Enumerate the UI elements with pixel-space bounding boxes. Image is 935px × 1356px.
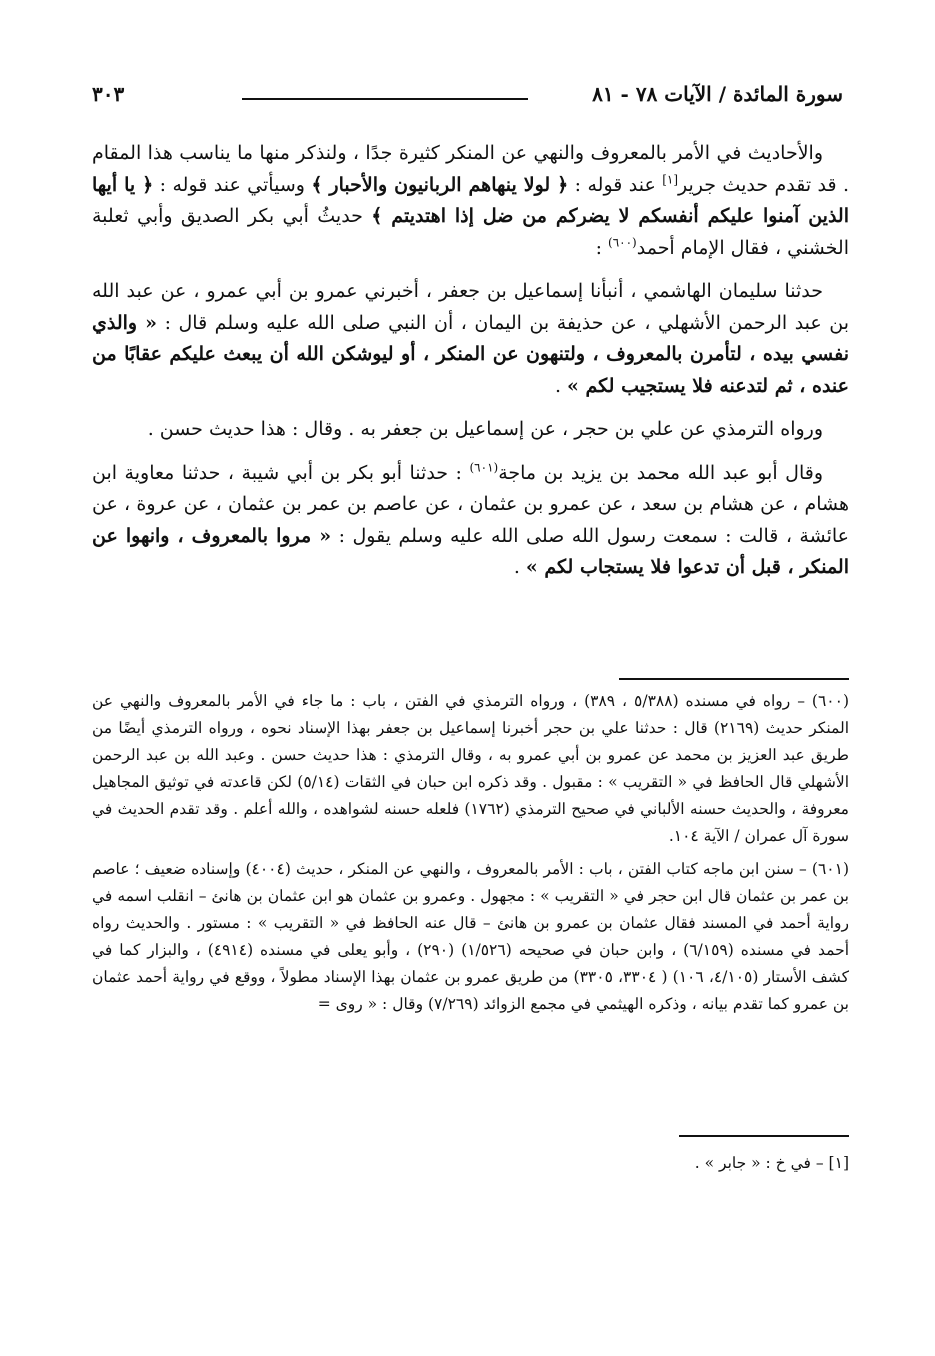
editor-note-rule: [679, 1135, 849, 1137]
editor-note-text: في خ : « جابر » .: [694, 1154, 816, 1172]
editor-note-number: [١] –: [815, 1154, 849, 1172]
hadith-quote: « مروا بالمعروف ، وانهوا عن المنكر ، قبل أن تدعوا فلا يستجاب لكم »: [92, 524, 849, 578]
editor-note-1: [92, 1150, 849, 1177]
editor-notes: [92, 1150, 849, 1177]
footnote-ref: (٦٠٠): [608, 235, 637, 250]
text-run: وقال أبو عبد الله محمد بن يزيد بن ماجة: [498, 461, 823, 484]
text-run: عند قوله :: [568, 173, 663, 196]
quran-quote: ﴿ لولا ينهاهم الربانيون والأحبار ﴾: [311, 173, 569, 196]
footnote-ref: (٦٠١): [469, 460, 499, 475]
text-run: .: [554, 374, 568, 397]
hadith-quote: « والذي نفسي بيده ، لتأمرن بالمعروف ، ولتنهون عن المنكر ، أو ليوشكن الله أن يبعث عليكم عقابًا من عنده ، ثم لتدعنه فلا يستجيب لكم »: [92, 311, 849, 397]
page-number: ٣٠٣: [92, 82, 125, 106]
footnote-number: (٦٠٠) –: [797, 692, 850, 710]
text-run: .: [513, 556, 526, 578]
paragraph-4: [92, 458, 849, 584]
footnote-number: (٦٠١) –: [799, 860, 849, 878]
footnote-rule: [619, 678, 849, 680]
paragraph-2: [92, 276, 849, 402]
text-run: :: [595, 236, 609, 259]
footnote-text: سنن ابن ماجه كتاب الفتن ، باب : الأمر بالمعروف ، والنهي عن المنكر ، حديث (٤٠٠٤) وإسناده ضعيف ؛ عاصم بن عمر بن عثمان قال ابن حجر في « التقريب » : مجهول . وعمرو بن عثمان هو ابن عثمان بن هانئ – انقلب اسمه في رواية أحمد في المسند فقال عثمان بن عمرو بن هانئ – قال عنه الحافظ في « التقريب » : مستور . والحديث رواه أحمد في مسنده (٦/١٥٩) ، وابن حبان في صحيحه (١/٥٢٦) (٢٩٠) ، وأبو يعلى في مسنده (٤٩١٤) ، والبزار كما في كشف الأستار (٤/١٠٥، ١٠٦) ( ٣٣٠٤، ٣٣٠٥) من طريق عمرو بن عثمان بهذا الإسناد مطولاً ، ووقع في رواية أحمد عثمان بن عمرو كما تقدم بيانه ، وذكره الهيثمي في مجمع الزوائد (٧/٢٦٩) وقال : « روى =: [92, 860, 849, 1013]
running-title: سورة المائدة / الآيات ٧٨ - ٨١: [592, 82, 843, 106]
main-text: [92, 138, 849, 584]
footnote-601: [92, 856, 849, 1018]
text-run: : حدثنا أبو بكر بن أبي شيبة ، حدثنا معاوية ابن هشام ، عن هشام بن سعد ، عن عمرو بن عثمان ، عن عاصم بن عمر بن عثمان ، عن عروة ، عن عائشة ، قالت : سمعت رسول الله صلى الله عليه وسلم يقول :: [92, 461, 849, 547]
editor-ref: [١]: [662, 172, 679, 187]
paragraph-1: [92, 138, 849, 264]
footnote-600: [92, 688, 849, 850]
text-run: حدثنا سليمان الهاشمي ، أنبأنا إسماعيل بن جعفر ، أخبرني عمرو بن أبي عمرو ، عن عبد الله بن عبد الرحمن الأشهلي ، عن حذيفة بن اليمان ، أن النبي صلى الله عليه وسلم قال :: [92, 280, 849, 334]
text-run: والأحاديث في الأمر بالمعروف والنهي عن المنكر كثيرة جدًا ، ولنذكر منها ما يناسب هذا المقام . قد تقدم حديث جرير: [92, 142, 849, 196]
page-header: [92, 82, 843, 122]
header-rule: [242, 98, 528, 100]
footnotes: [92, 688, 849, 1018]
quran-quote: ﴿ يا أيها الذين آمنوا عليكم أنفسكم لا يضركم من ضل إذا اهتديتم ﴾: [92, 173, 850, 227]
text-run: حديثُ أبي بكر الصديق وأبي ثعلبة الخشني ، فقال الإمام أحمد: [92, 205, 849, 259]
text-run: وسيأتي عند قوله :: [153, 173, 312, 196]
footnote-text: رواه في مسنده (٥/٣٨٨ ، ٣٨٩) ، ورواه الترمذي في الفتن ، باب : ما جاء في الأمر بالمعروف والنهي عن المنكر حديث (٢١٦٩) قال : حدثنا علي بن حجر أخبرنا إسماعيل بن جعفر بهذا الإسناد نحوه ، ورواه الترمذي أيضًا من طريق عبد العزيز بن محمد عن عمرو بن أبي عمرو به ، وقال الترمذي : هذا حديث حسن . وعبد الله بن عبد الرحمن الأشهلي قال الحافظ في « التقريب » : مقبول . وقد ذكره ابن حبان في الثقات (٥/١٤) لكن قاعدته في توثيق المجاهيل معروفة ، والحديث حسنه الألباني في صحيح الترمذي (١٧٦٢) فلعله حسنه لشواهده ، والله أعلم . وقد تقدم الحديث في سورة آل عمران / الآية ١٠٤.: [92, 692, 850, 845]
paragraph-3: ورواه الترمذي عن علي بن حجر ، عن إسماعيل بن جعفر به . وقال : هذا حديث حسن .: [147, 418, 823, 440]
